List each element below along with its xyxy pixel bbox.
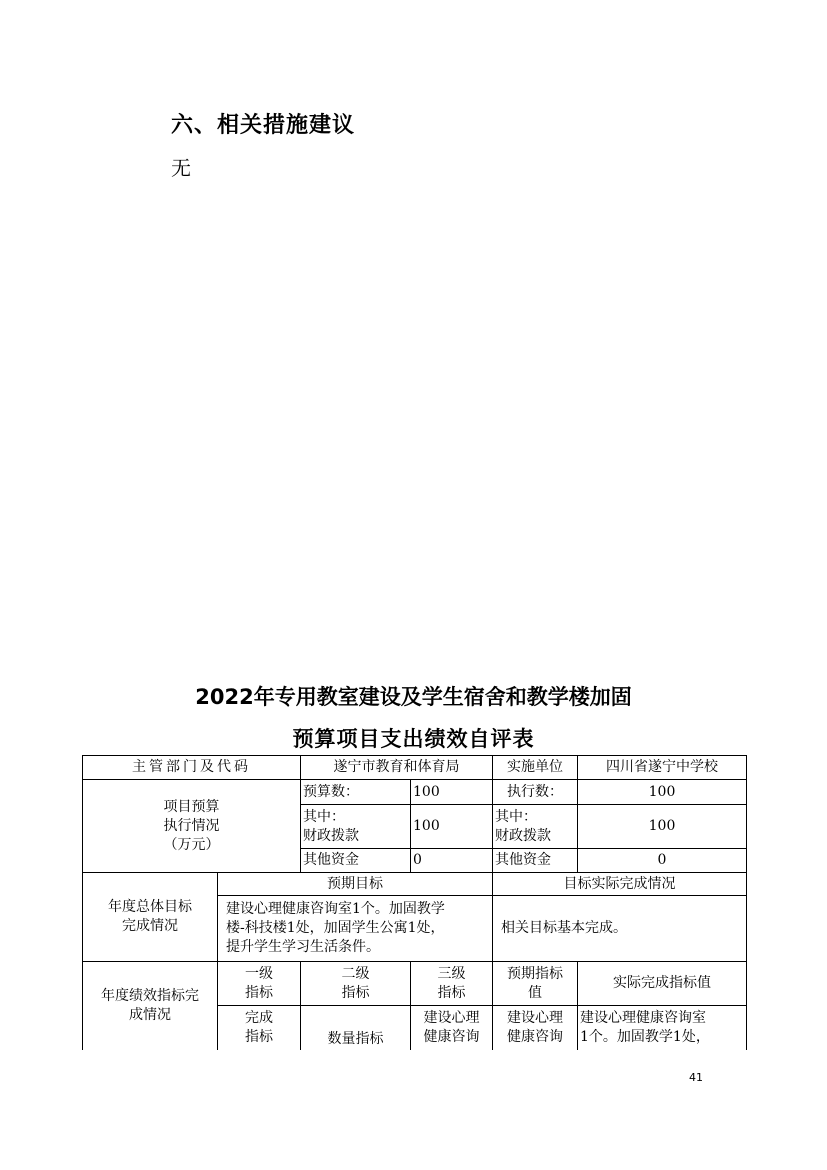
fiscal-exec-label-line1: 其中： [495,808,537,825]
overall-goal-label-line1: 年度总体目标 [108,899,192,915]
fiscal-exec-value: 100 [578,805,747,849]
other-funds-label: 其他资金 [301,849,411,873]
table-row [83,962,747,1006]
r1-actual-line2: 1个。加固教学1处， [580,1028,710,1045]
expected-value-header-line1: 预期指标 [507,965,563,982]
other-funds-exec-value: 0 [578,849,747,873]
fiscal-budget-label-line2: 财政拨款 [303,827,359,844]
level3-header-line1: 三级 [437,965,466,982]
table-row [83,756,747,780]
level3-header-line2: 指标 [437,984,466,1001]
r1-actual-line1: 建设心理健康咨询室 [580,1009,706,1026]
r1-level1-line2: 指标 [245,1028,273,1045]
level3-header [411,962,493,1006]
overall-goal-label-line2: 完成情况 [122,918,178,934]
fiscal-budget-label [301,805,411,849]
dept-value: 遂宁市教育和体育局 [301,756,493,780]
budget-amount-value: 100 [411,780,493,805]
r1-actual [578,1006,747,1050]
fiscal-exec-label [493,805,578,849]
actual-value-header: 实际完成指标值 [578,962,747,1006]
r1-level2: 数量指标 [301,1006,411,1050]
expected-goal-text [218,896,493,962]
r1-level3-line1: 建设心理 [423,1009,480,1026]
r1-expected-line1: 建设心理 [507,1009,563,1026]
section-heading: 六、相关措施建议 [171,113,356,138]
level2-header-line2: 指标 [341,984,370,1001]
r1-level1 [218,1006,301,1050]
unit-value: 四川省遂宁中学校 [578,756,747,780]
r1-level3 [411,1006,493,1050]
r1-level3-line2: 健康咨询 [423,1028,480,1045]
budget-label-line3: （万元） [163,836,220,853]
level2-header [301,962,411,1006]
indicators-label-line1: 年度绩效指标完 [101,987,199,1004]
table-row [83,873,747,896]
budget-section-label [83,780,301,873]
expected-goal-line2: 楼-科技楼1处，加固学生公寓1处， [226,920,445,936]
table-title-line1: 2022年专用教室建设及学生宿舍和教学楼加固 [195,685,632,709]
indicators-label [83,962,218,1050]
level1-header-line1: 一级 [245,965,273,982]
r1-expected [493,1006,578,1050]
budget-amount-label: 预算数： [301,780,411,805]
other-funds-budget-value: 0 [411,849,493,873]
table-title-line2: 预算项目支出绩效自评表 [292,727,535,751]
fiscal-budget-label-line1: 其中： [303,808,345,825]
fiscal-exec-label-line2: 财政拨款 [495,827,551,844]
other-funds-exec-label: 其他资金 [493,849,578,873]
budget-label-line2: 执行情况 [163,817,220,834]
level1-header [218,962,301,1006]
r1-expected-line2: 健康咨询 [507,1028,563,1045]
level2-header-line1: 二级 [341,965,370,982]
unit-label: 实施单位 [493,756,578,780]
expected-goal-line3: 提升学生学习生活条件。 [226,939,380,955]
section-body: 无 [171,156,191,180]
expected-goal-header: 预期目标 [218,873,493,896]
exec-amount-value: 100 [578,780,747,805]
expected-value-header [493,962,578,1006]
table-row [83,780,747,805]
expected-value-header-line2: 值 [528,984,542,1001]
actual-goal-text: 相关目标基本完成。 [493,896,747,962]
overall-goal-label [83,873,218,962]
dept-label: 主管部门及代码 [83,756,301,780]
fiscal-budget-value: 100 [411,805,493,849]
actual-goal-header: 目标实际完成情况 [493,873,747,896]
page-number: 41 [689,1071,703,1084]
r1-level1-line1: 完成 [245,1009,273,1026]
expected-goal-line1: 建设心理健康咨询室1个。加固教学 [226,901,445,917]
level1-header-line2: 指标 [245,984,273,1001]
performance-evaluation-table [82,755,747,1050]
exec-amount-label: 执行数： [493,780,578,805]
budget-label-line1: 项目预算 [163,798,220,815]
indicators-label-line2: 成情况 [129,1006,171,1023]
